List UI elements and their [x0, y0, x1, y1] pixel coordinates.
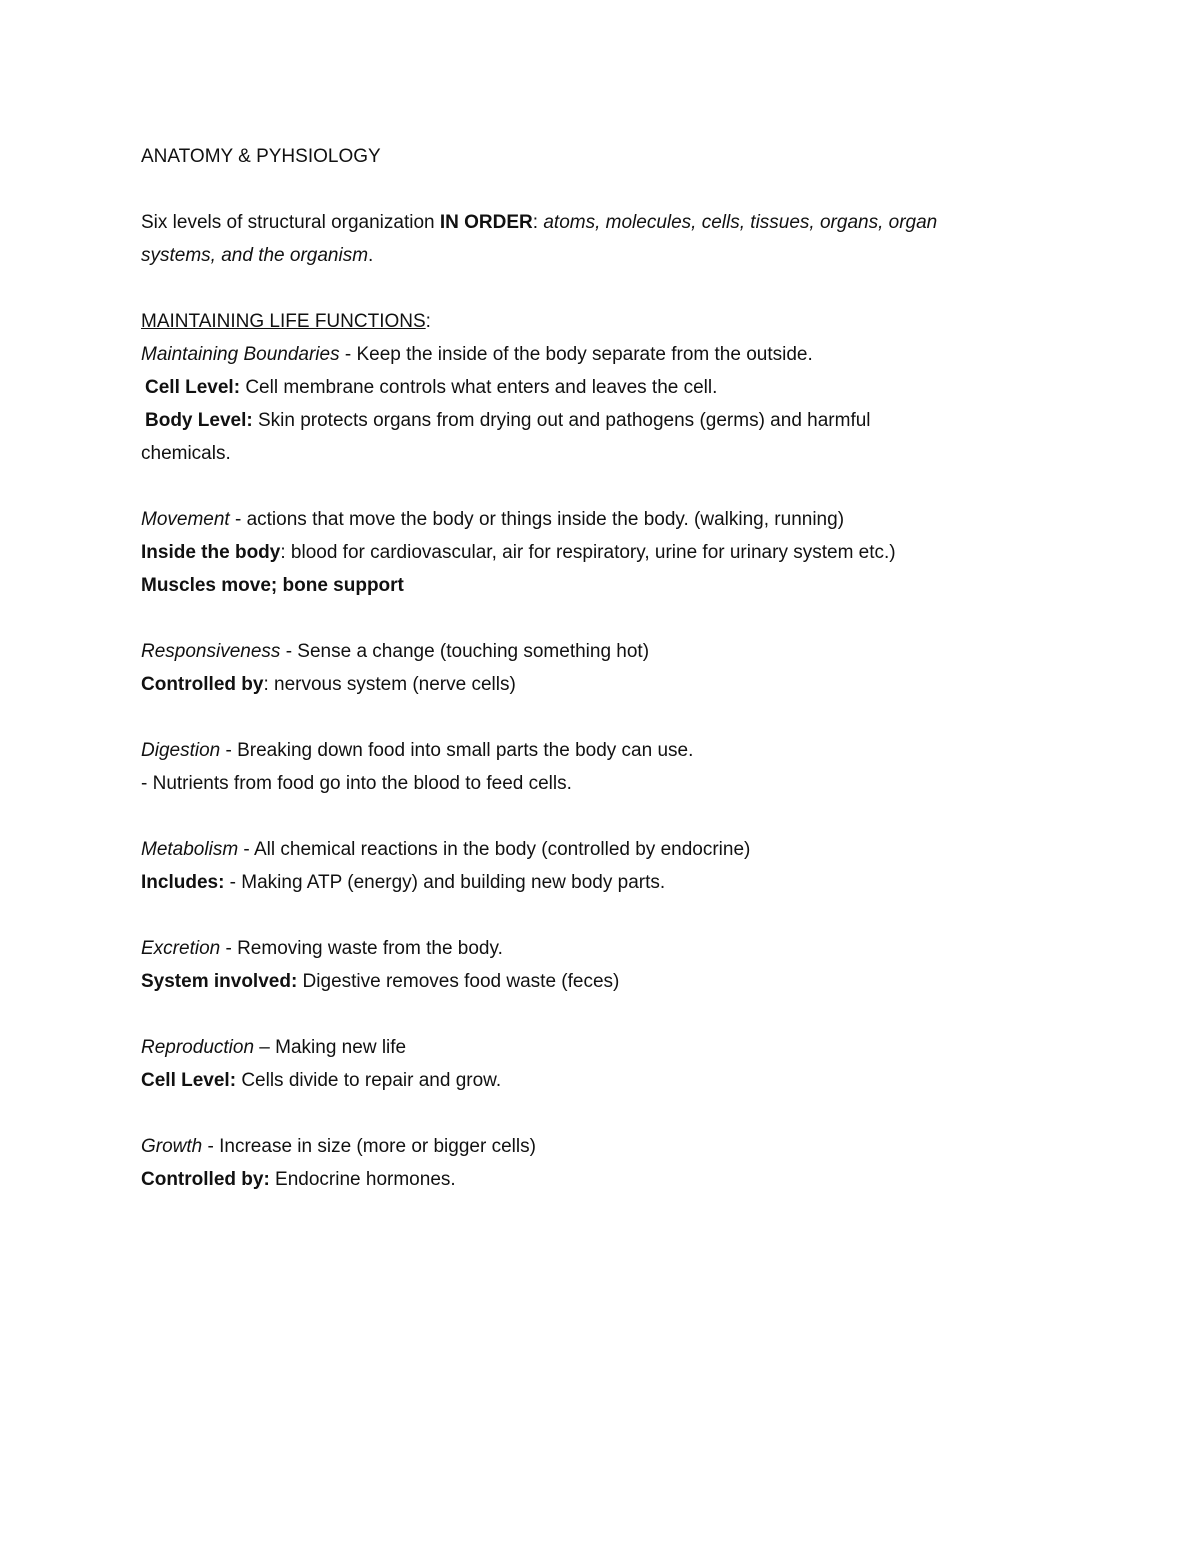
- reproduction-term: Reproduction: [141, 1037, 255, 1058]
- section-heading-text: MAINTAINING LIFE FUNCTIONS: [141, 311, 426, 332]
- movement-muscles-line: Muscles move; bone support: [141, 575, 404, 596]
- movement-line: [141, 503, 1061, 536]
- reproduction-line: [141, 1031, 1061, 1064]
- responsiveness-control-line: [141, 668, 1061, 701]
- reproduction-cell-line: [141, 1064, 1061, 1097]
- responsiveness-line: [141, 635, 1061, 668]
- spacer: [141, 272, 1061, 305]
- levels-line-1: [141, 206, 1061, 239]
- boundaries-cell-line: [141, 371, 1061, 404]
- reproduction-text: Cells divide to repair and grow.: [236, 1070, 502, 1091]
- metabolism-desc: - All chemical reactions in the body (controlled by endocrine): [238, 839, 751, 860]
- levels-list-2: systems, and the organism: [141, 245, 369, 266]
- movement-inside-line: [141, 536, 1061, 569]
- document-page: [141, 140, 1061, 1196]
- boundaries-term: Maintaining Boundaries: [141, 344, 340, 365]
- boundaries-body-text: Skin protects organs from drying out and pathogens (germs) and harmful: [252, 410, 871, 431]
- responsiveness-term: Responsiveness: [141, 641, 281, 662]
- section-heading: [141, 305, 1061, 338]
- boundaries-body-line: [141, 404, 1061, 437]
- levels-colon: :: [532, 212, 544, 233]
- movement-desc: - actions that move the body or things inside the body. (walking, running): [229, 509, 845, 530]
- excretion-system-line: [141, 965, 1061, 998]
- spacer: [141, 602, 1061, 635]
- section-heading-colon: :: [425, 311, 431, 332]
- excretion-desc: - Removing waste from the body.: [220, 938, 503, 959]
- growth-label: Controlled by:: [141, 1169, 270, 1190]
- boundaries-cell-text: Cell membrane controls what enters and leaves the cell.: [240, 377, 718, 398]
- metabolism-includes-line: [141, 866, 1061, 899]
- levels-end: .: [368, 245, 374, 266]
- digestion-line: [141, 734, 1061, 767]
- boundaries-body-line-2: chemicals.: [141, 443, 231, 464]
- levels-prefix: Six levels of structural organization: [141, 212, 440, 233]
- levels-line-2: [141, 239, 1061, 272]
- metabolism-term: Metabolism: [141, 839, 239, 860]
- spacer: [141, 701, 1061, 734]
- reproduction-desc: – Making new life: [254, 1037, 407, 1058]
- growth-text: Endocrine hormones.: [269, 1169, 456, 1190]
- spacer: [141, 899, 1061, 932]
- spacer: [141, 998, 1061, 1031]
- boundaries-cell-label: Cell Level:: [145, 377, 241, 398]
- responsiveness-label: Controlled by: [141, 674, 264, 695]
- spacer: [141, 173, 1061, 206]
- reproduction-label: Cell Level:: [141, 1070, 237, 1091]
- levels-emphasis: IN ORDER: [439, 212, 533, 233]
- growth-line: [141, 1130, 1061, 1163]
- growth-desc: - Increase in size (more or bigger cells): [202, 1136, 536, 1157]
- spacer: [141, 1097, 1061, 1130]
- responsiveness-text: : nervous system (nerve cells): [263, 674, 516, 695]
- metabolism-line: [141, 833, 1061, 866]
- spacer: [141, 470, 1061, 503]
- metabolism-text: - Making ATP (energy) and building new body parts.: [224, 872, 666, 893]
- spacer: [141, 800, 1061, 833]
- excretion-term: Excretion: [141, 938, 221, 959]
- document-title: ANATOMY & PYHSIOLOGY: [141, 146, 381, 167]
- digestion-desc: - Breaking down food into small parts the body can use.: [220, 740, 694, 761]
- digestion-term: Digestion: [141, 740, 221, 761]
- boundaries-desc: - Keep the inside of the body separate from the outside.: [339, 344, 813, 365]
- growth-term: Growth: [141, 1136, 203, 1157]
- boundaries-body-label: Body Level:: [145, 410, 253, 431]
- metabolism-label: Includes:: [141, 872, 225, 893]
- growth-control-line: [141, 1163, 1061, 1196]
- movement-inside-label: Inside the body: [141, 542, 281, 563]
- digestion-line-2: - Nutrients from food go into the blood to feed cells.: [141, 773, 572, 794]
- movement-term: Movement: [141, 509, 230, 530]
- excretion-text: Digestive removes food waste (feces): [297, 971, 620, 992]
- responsiveness-desc: - Sense a change (touching something hot): [280, 641, 650, 662]
- excretion-label: System involved:: [141, 971, 298, 992]
- excretion-line: [141, 932, 1061, 965]
- levels-list-1: atoms, molecules, cells, tissues, organs, organ: [543, 212, 938, 233]
- boundaries-line: [141, 338, 1061, 371]
- movement-inside-text: : blood for cardiovascular, air for respiratory, urine for urinary system etc.): [280, 542, 896, 563]
